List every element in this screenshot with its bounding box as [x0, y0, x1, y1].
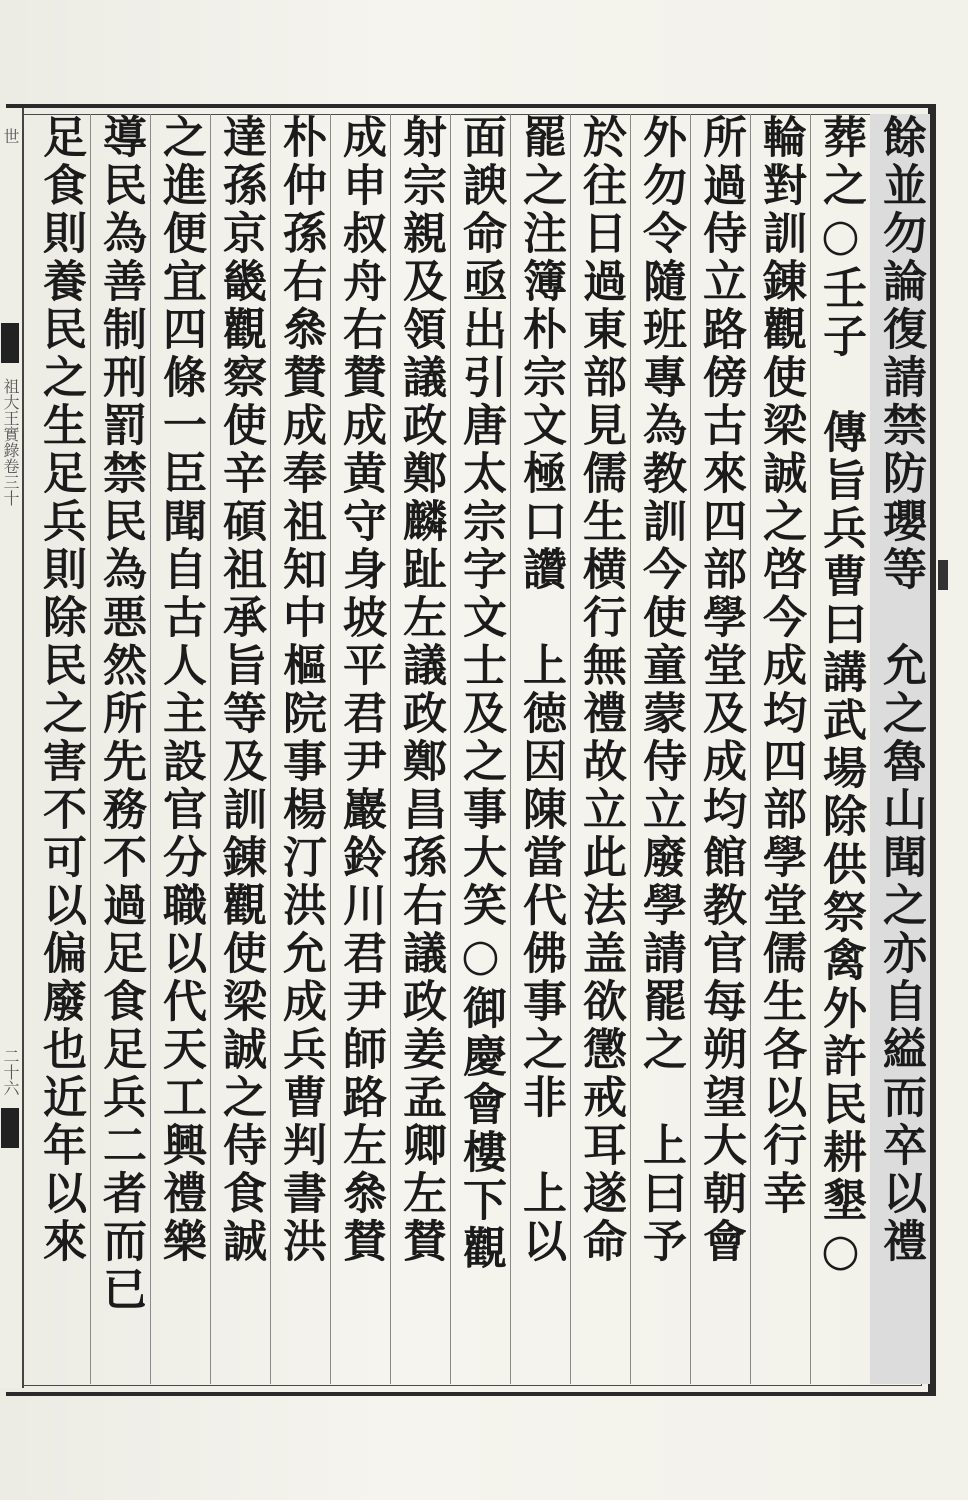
text-column-9: 射宗親及領議政鄭麟趾左議政鄭昌孫右議政姜孟卿左賛: [395, 114, 446, 1266]
text-column-2: 葬之○壬子 傳旨兵曹曰講武場除供祭禽外許民耕墾○: [815, 114, 866, 1280]
gutter-page-number: 二十六: [1, 1048, 20, 1096]
text-column-10: 成申叔舟右賛成黄守身坡平君尹巖鈴川君尹師路左叅賛: [335, 114, 386, 1266]
text-column-15: 足食則養民之生足兵則除民之害不可以偏廢也近年以來: [35, 114, 86, 1266]
page-gutter: [0, 108, 24, 1388]
text-column-8: 面諛命亟出引唐太宗字文士及之事大笑○御慶會樓下觀: [455, 114, 506, 1273]
gutter-fishtail-mark: [1, 323, 19, 363]
text-column-3: 輪對訓錬觀使梁誠之啓今成均四部學堂儒生各以行幸: [755, 114, 806, 1218]
gutter-title-text: 祖大王實錄卷三十: [1, 378, 20, 506]
text-column-12: 達孫京畿觀察使辛碩祖承旨等及訓錬觀使梁誠之侍食誠: [215, 114, 266, 1266]
gutter-top-text: 世: [1, 128, 20, 144]
text-column-6: 於往日過東部見儒生横行無禮故立此法盖欲懲戒耳遂命: [575, 114, 626, 1266]
text-column-11: 朴仲孫右叅賛成奉祖知中樞院事楊汀洪允成兵曹判書洪: [275, 114, 326, 1266]
edge-mark: [938, 560, 948, 590]
text-column-13: 之進便宜四條一臣聞自古人主設官分職以代天工興禮樂: [155, 114, 206, 1266]
text-column-7: 罷之注簿朴宗文極口讚 上徳因陳當代佛事之非 上以: [515, 114, 566, 1266]
text-column-4: 所過侍立路傍古來四部學堂及成均館教官每朔望大朝會: [695, 114, 746, 1266]
text-column-1: 餘並勿論復請禁防瓔等 允之魯山聞之亦自縊而卒以禮: [870, 114, 930, 1384]
text-column-5: 外勿令隨班專為教訓今使童蒙侍立廢學請罷之 上曰予: [635, 114, 686, 1266]
gutter-fishtail-mark-lower: [1, 1108, 19, 1148]
text-column-14: 導民為善制刑罰禁民為悪然所先務不過足食足兵二者而已: [95, 114, 146, 1314]
